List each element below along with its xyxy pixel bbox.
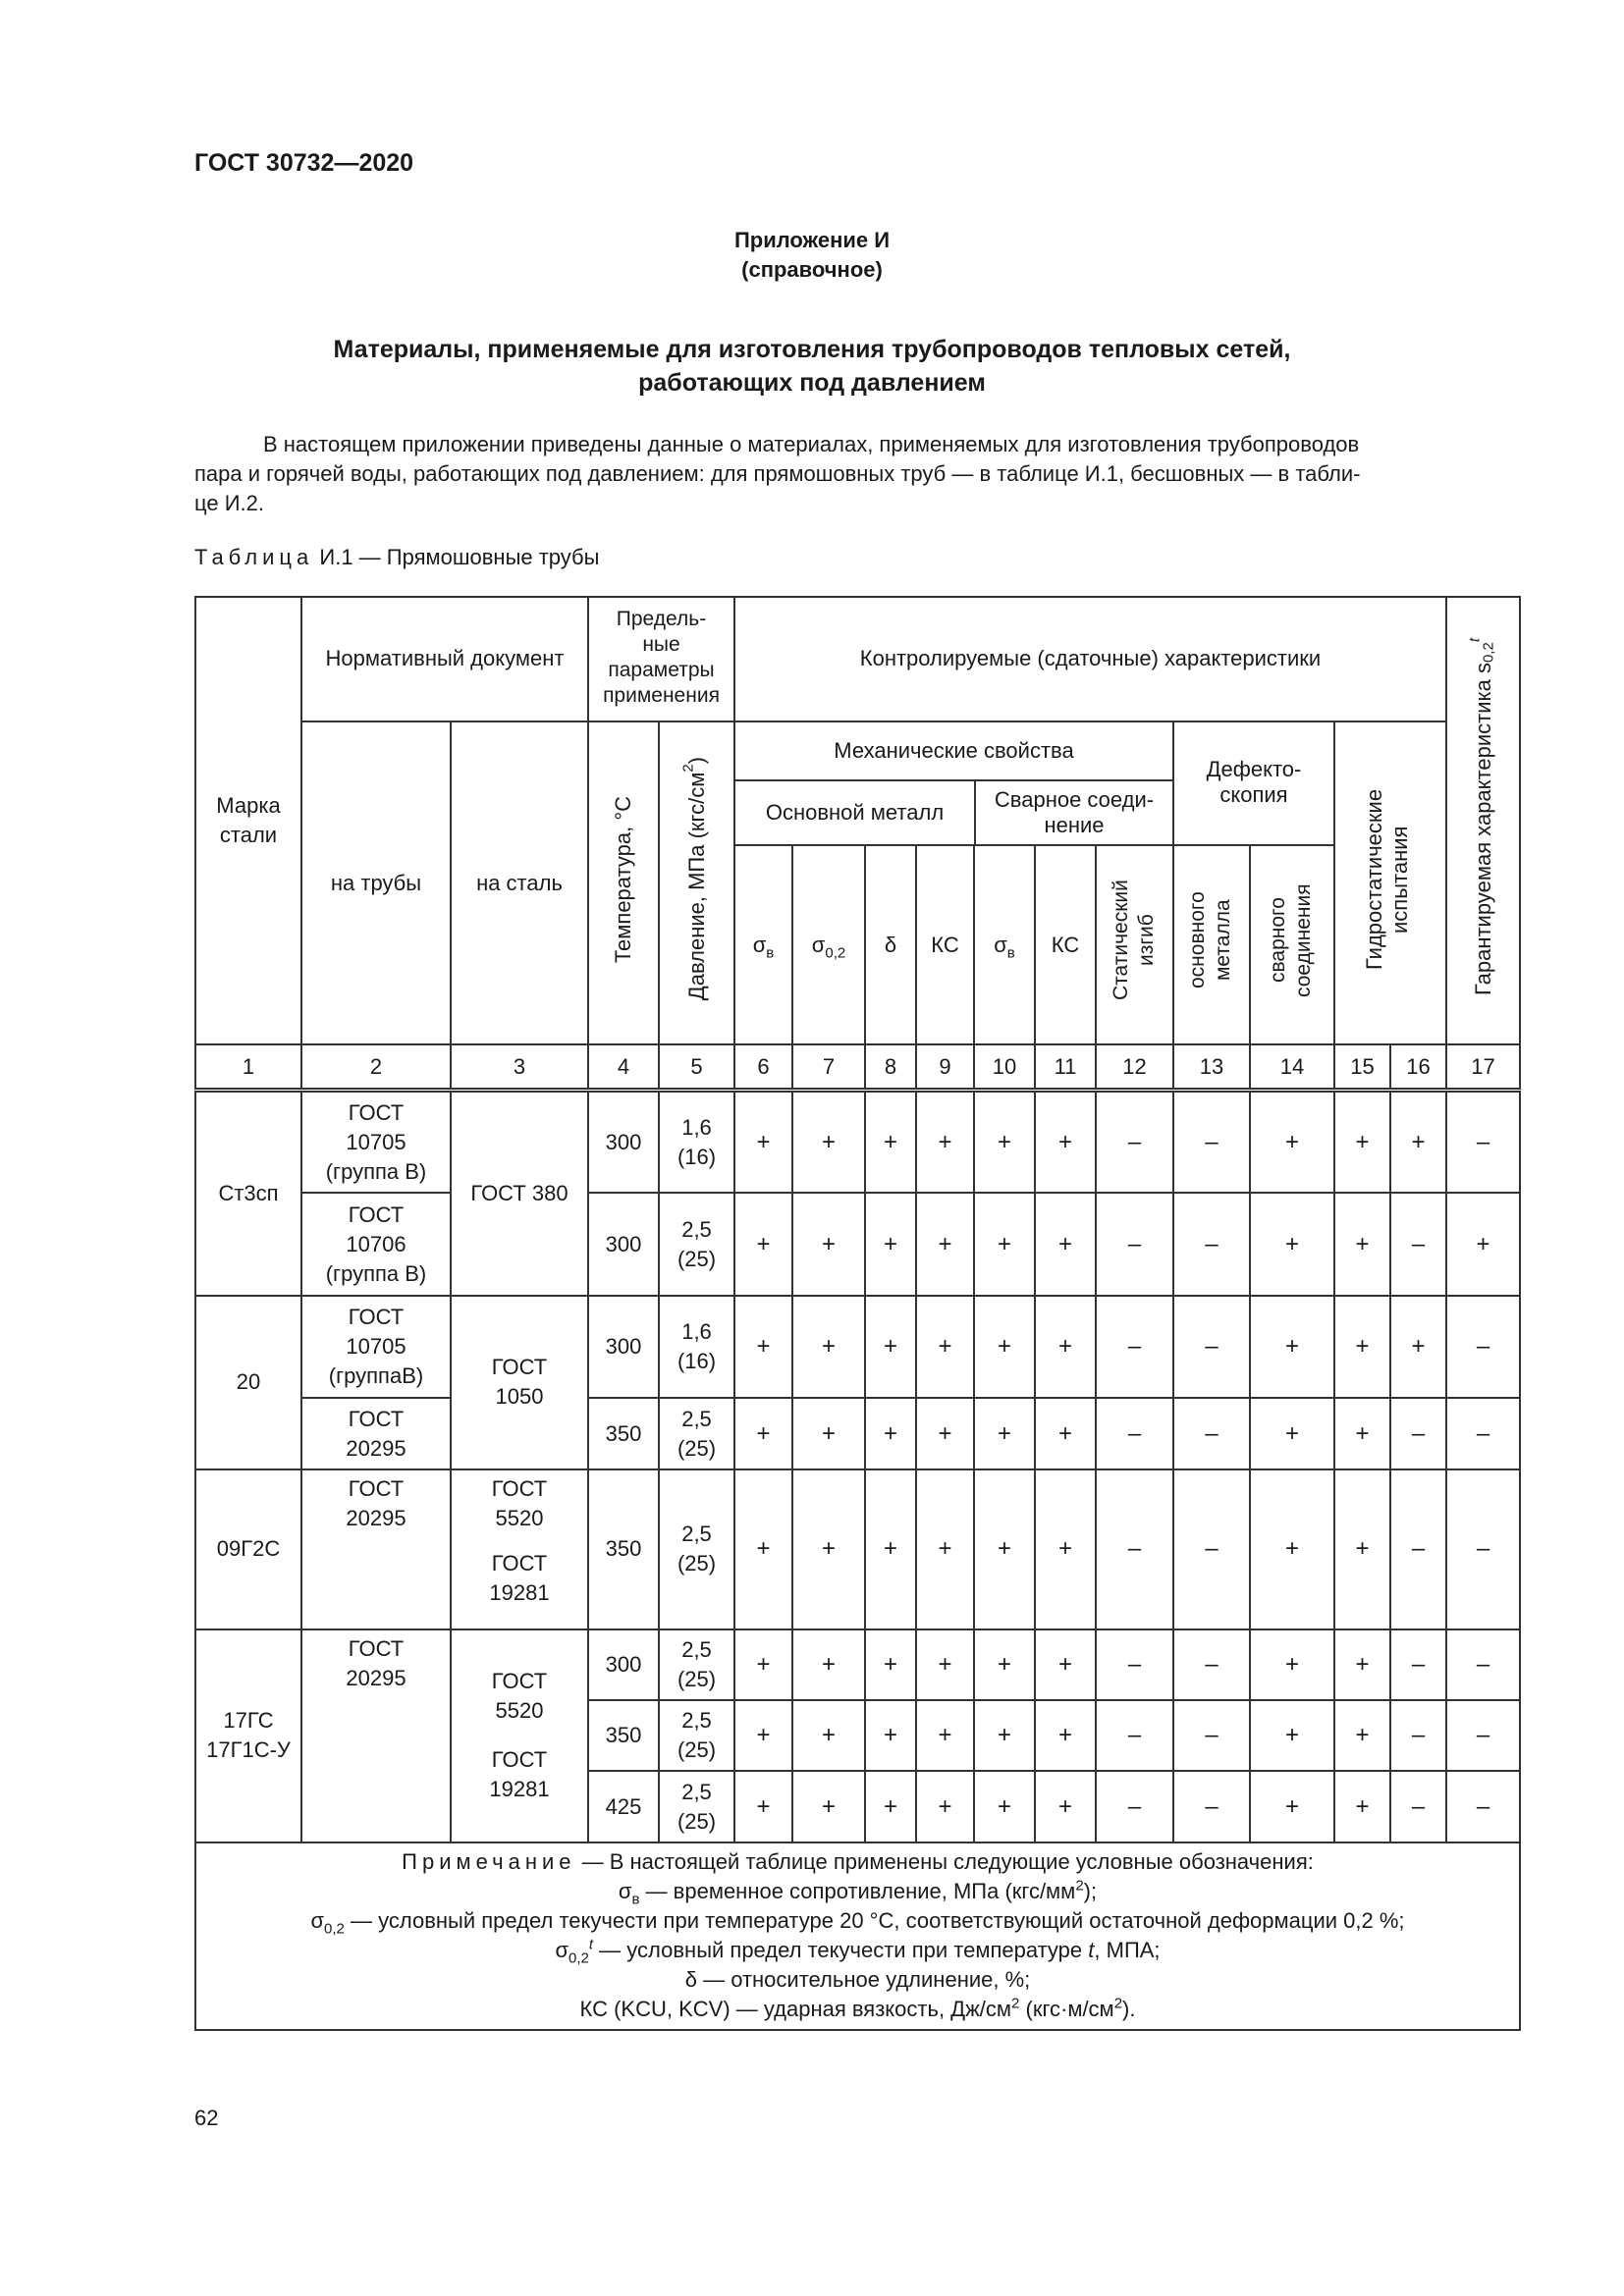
header-norm-doc: Нормативный документ bbox=[301, 597, 588, 721]
pressure-cell: 2,5 (25) bbox=[659, 1629, 734, 1700]
pipe-doc-cell: ГОСТ 10705 (группаВ) bbox=[301, 1296, 451, 1399]
temp-cell: 350 bbox=[588, 1398, 659, 1468]
appendix-title: Приложение И bbox=[733, 228, 891, 252]
mark-cell: + bbox=[1250, 1771, 1334, 1842]
header-controlled: Контролируемые (сдаточные) характеристики bbox=[734, 597, 1446, 721]
mark-cell: + bbox=[792, 1771, 865, 1842]
temp-cell: 300 bbox=[588, 1629, 659, 1700]
mark-cell: + bbox=[1334, 1091, 1390, 1194]
mark-cell: + bbox=[1446, 1193, 1520, 1296]
mark-cell: + bbox=[916, 1629, 974, 1700]
pipe-doc-cell: ГОСТ 10705 (группа В) bbox=[301, 1091, 451, 1194]
mark-cell: + bbox=[974, 1629, 1035, 1700]
pressure-cell: 2,5 (25) bbox=[659, 1771, 734, 1842]
col-number: 14 bbox=[1250, 1044, 1334, 1090]
steel-doc-cell: ГОСТ 5520 ГОСТ 19281 bbox=[451, 1469, 588, 1629]
mark-cell: – bbox=[1096, 1091, 1173, 1194]
temp-cell: 300 bbox=[588, 1193, 659, 1296]
mark-cell: – bbox=[1096, 1629, 1173, 1700]
col-number: 5 bbox=[659, 1044, 734, 1090]
mark-cell: + bbox=[916, 1398, 974, 1468]
col-number: 1 bbox=[195, 1044, 301, 1090]
mark-cell: – bbox=[1173, 1629, 1250, 1700]
mark-cell: + bbox=[1250, 1193, 1334, 1296]
mark-cell: + bbox=[1035, 1700, 1096, 1771]
mark-cell: + bbox=[792, 1091, 865, 1194]
note-line: $\sigma_в$ — временное сопротивление, МПа $(кгс/мм^2)$; bbox=[618, 1878, 1098, 1908]
pipe-doc-cell: ГОСТ 10706 (группа В) bbox=[301, 1193, 451, 1296]
mark-cell: – bbox=[1096, 1771, 1173, 1842]
temp-cell: 350 bbox=[588, 1469, 659, 1629]
steel-doc-cell: ГОСТ 1050 bbox=[451, 1296, 588, 1469]
mark-cell: + bbox=[865, 1771, 916, 1842]
col-number: 8 bbox=[865, 1044, 916, 1090]
mark-cell: – bbox=[1173, 1700, 1250, 1771]
mark-cell: + bbox=[865, 1469, 916, 1629]
temp-cell: 425 bbox=[588, 1771, 659, 1842]
mark-cell: + bbox=[916, 1469, 974, 1629]
mark-cell: – bbox=[1390, 1629, 1446, 1700]
mark-cell: + bbox=[734, 1629, 792, 1700]
mark-cell: + bbox=[916, 1296, 974, 1399]
header-base-metal: Основной металл bbox=[735, 781, 976, 844]
col-number: 11 bbox=[1035, 1044, 1096, 1090]
pipe-doc-cell: ГОСТ 20295 bbox=[301, 1469, 451, 1629]
appendix-subtitle: (справочное) bbox=[741, 257, 883, 282]
mark-cell: – bbox=[1446, 1398, 1520, 1468]
header-steel: на сталь bbox=[451, 721, 588, 1045]
page-number: 62 bbox=[194, 2106, 219, 2130]
col-number: 13 bbox=[1173, 1044, 1250, 1090]
mark-cell: + bbox=[734, 1193, 792, 1296]
header-kc: КС bbox=[916, 845, 974, 1044]
intro-paragraph bbox=[194, 430, 1518, 518]
mark-cell: – bbox=[1390, 1193, 1446, 1296]
mark-cell: + bbox=[792, 1398, 865, 1468]
mark-cell: – bbox=[1446, 1629, 1520, 1700]
header-grade: Марка стали bbox=[195, 597, 301, 1044]
mark-cell: + bbox=[734, 1296, 792, 1399]
appendix-heading-line1: Материалы, применяемые для изготовления трубопроводов тепловых сетей, bbox=[333, 336, 1291, 363]
header-base-metal-defect: основного металла bbox=[1173, 845, 1250, 1044]
col-number: 17 bbox=[1446, 1044, 1520, 1090]
mark-cell: + bbox=[734, 1700, 792, 1771]
table-row bbox=[195, 1398, 1520, 1468]
mark-cell: + bbox=[1334, 1629, 1390, 1700]
mark-cell: – bbox=[1096, 1398, 1173, 1468]
note-line: $\sigma_{0,2}$ — условный предел текучести при температуре 20 °С, соответствующий остаточной деформации 0,2 %; bbox=[310, 1908, 1405, 1938]
table-row bbox=[195, 1469, 1520, 1629]
mark-cell: + bbox=[1250, 1469, 1334, 1629]
mark-cell: + bbox=[1250, 1296, 1334, 1399]
grade-cell: Ст3сп bbox=[195, 1091, 301, 1296]
mark-cell: + bbox=[1390, 1296, 1446, 1399]
mark-cell: – bbox=[1096, 1296, 1173, 1399]
header-weld: Сварное соеди-нение bbox=[994, 787, 1155, 838]
mark-cell: – bbox=[1390, 1771, 1446, 1842]
col-number: 15 bbox=[1334, 1044, 1390, 1090]
mark-cell: + bbox=[1035, 1296, 1096, 1399]
mark-cell: + bbox=[974, 1091, 1035, 1194]
mark-cell: + bbox=[865, 1398, 916, 1468]
mark-cell: – bbox=[1173, 1771, 1250, 1842]
note-line: $\sigma_{0,2}^t$ — условный предел текучести при температуре t, МПА; bbox=[555, 1937, 1161, 1967]
table-note: Примечание — В настоящей таблице применены следующие условные обозначения: $\sigma_в$ — временное сопротивление, МПа $(кгс/мм^2)$; $\sigma_{0,2}$ — условный предел текучести при температуре 20 °С, соответствующий остаточной деформации 0,2 %; $\sigma_{0,2}^t$ — условный предел текучести при температуре t, МПА; δ — относительное удлинение, %; КС (KCU, KCV) — ударная вязкость, $Дж/см^2$ $(кгс\cdot м/см^2)$. bbox=[195, 1842, 1520, 2030]
header-temp: Температура, °С bbox=[588, 721, 659, 1045]
mark-cell: + bbox=[1250, 1091, 1334, 1194]
col-number: 10 bbox=[974, 1044, 1035, 1090]
pressure-cell: 1,6 (16) bbox=[659, 1091, 734, 1194]
document-code: ГОСТ 30732—2020 bbox=[194, 149, 414, 177]
mark-cell: + bbox=[974, 1193, 1035, 1296]
mark-cell: + bbox=[1035, 1469, 1096, 1629]
header-weld-sigma: $\sigma_в$ bbox=[974, 845, 1035, 1044]
table-caption-prefix: Таблица bbox=[194, 545, 314, 569]
table-row bbox=[195, 1091, 1520, 1194]
mark-cell: – bbox=[1096, 1193, 1173, 1296]
header-static-bend: Статический изгиб bbox=[1096, 845, 1173, 1044]
mark-cell: + bbox=[1334, 1398, 1390, 1468]
temp-cell: 350 bbox=[588, 1700, 659, 1771]
mark-cell: + bbox=[792, 1700, 865, 1771]
mark-cell: + bbox=[865, 1193, 916, 1296]
header-sigma-b: $\sigma_в$ bbox=[734, 845, 792, 1044]
mark-cell: – bbox=[1173, 1296, 1250, 1399]
grade-cell: 17ГС 17Г1С-У bbox=[195, 1629, 301, 1842]
mark-cell: + bbox=[974, 1469, 1035, 1629]
mark-cell: + bbox=[865, 1629, 916, 1700]
intro-line2: пара и горячей воды, работающих под давлением: для прямошовных труб — в таблице И.1, бесшовных — в табли- bbox=[194, 461, 1361, 486]
mark-cell: + bbox=[1250, 1700, 1334, 1771]
note-line: КС (KCU, KCV) — ударная вязкость, $Дж/см^2$ $(кгс\cdot м/см^2)$. bbox=[579, 1996, 1136, 2022]
mark-cell: + bbox=[916, 1091, 974, 1194]
mark-cell: + bbox=[1334, 1469, 1390, 1629]
appendix-heading-line2: работающих под давлением bbox=[638, 369, 986, 397]
header-limits: Предель-ные параметры применения bbox=[588, 597, 734, 721]
mark-cell: – bbox=[1173, 1091, 1250, 1194]
header-mech-group bbox=[734, 721, 1173, 846]
mark-cell: + bbox=[1035, 1091, 1096, 1194]
pressure-cell: 2,5 (25) bbox=[659, 1469, 734, 1629]
col-number: 16 bbox=[1390, 1044, 1446, 1090]
mark-cell: + bbox=[1035, 1398, 1096, 1468]
pressure-cell: 2,5 (25) bbox=[659, 1700, 734, 1771]
col-number: 4 bbox=[588, 1044, 659, 1090]
pipe-doc-cell: ГОСТ 20295 bbox=[301, 1398, 451, 1468]
header-pressure: Давление, МПа $(кгс/см^2)$ bbox=[659, 721, 734, 1045]
header-mech: Механические свойства bbox=[735, 722, 1172, 781]
mark-cell: + bbox=[734, 1469, 792, 1629]
mark-cell: + bbox=[974, 1398, 1035, 1468]
pressure-cell: 2,5 (25) bbox=[659, 1398, 734, 1468]
col-number: 9 bbox=[916, 1044, 974, 1090]
mark-cell: + bbox=[1250, 1398, 1334, 1468]
pipe-doc-cell: ГОСТ 20295 bbox=[301, 1629, 451, 1842]
mark-cell: + bbox=[865, 1091, 916, 1194]
header-guaranteed: Гарантируемая характеристика $s_{0,2}^t$ bbox=[1446, 597, 1520, 1044]
mark-cell: – bbox=[1446, 1469, 1520, 1629]
mark-cell: + bbox=[916, 1700, 974, 1771]
table-caption bbox=[194, 545, 599, 570]
mark-cell: – bbox=[1390, 1469, 1446, 1629]
grade-cell: 20 bbox=[195, 1296, 301, 1469]
mark-cell: – bbox=[1096, 1700, 1173, 1771]
header-pipes: на трубы bbox=[301, 721, 451, 1045]
mark-cell: + bbox=[792, 1193, 865, 1296]
mark-cell: + bbox=[1334, 1193, 1390, 1296]
header-hydro: Гидростатические испытания bbox=[1334, 721, 1446, 1045]
pipes-table bbox=[194, 596, 1521, 2031]
table-row bbox=[195, 1629, 1520, 1700]
mark-cell: – bbox=[1446, 1091, 1520, 1194]
col-number: 6 bbox=[734, 1044, 792, 1090]
intro-line1: В настоящем приложении приведены данные о материалах, применяемых для изготовления трубопроводов bbox=[263, 432, 1360, 456]
mark-cell: + bbox=[734, 1398, 792, 1468]
mark-cell: – bbox=[1446, 1296, 1520, 1399]
mark-cell: – bbox=[1446, 1700, 1520, 1771]
col-number: 2 bbox=[301, 1044, 451, 1090]
mark-cell: + bbox=[792, 1469, 865, 1629]
table-row bbox=[195, 1296, 1520, 1399]
header-weld-joint-defect: сварного соединения bbox=[1250, 845, 1334, 1044]
mark-cell: – bbox=[1096, 1469, 1173, 1629]
table-caption-text: И.1 — Прямошовные трубы bbox=[319, 545, 600, 569]
pressure-cell: 1,6 (16) bbox=[659, 1296, 734, 1399]
col-number: 3 bbox=[451, 1044, 588, 1090]
grade-cell: 09Г2С bbox=[195, 1469, 301, 1629]
temp-cell: 300 bbox=[588, 1091, 659, 1194]
steel-doc-cell: ГОСТ 380 bbox=[451, 1091, 588, 1296]
col-number: 7 bbox=[792, 1044, 865, 1090]
col-number: 12 bbox=[1096, 1044, 1173, 1090]
header-defect: Дефекто-скопия bbox=[1173, 721, 1334, 846]
mark-cell: – bbox=[1173, 1398, 1250, 1468]
mark-cell: + bbox=[974, 1700, 1035, 1771]
mark-cell: + bbox=[974, 1771, 1035, 1842]
mark-cell: – bbox=[1390, 1398, 1446, 1468]
mark-cell: + bbox=[1035, 1629, 1096, 1700]
mark-cell: – bbox=[1173, 1469, 1250, 1629]
table-row bbox=[195, 1193, 1520, 1296]
mark-cell: – bbox=[1173, 1193, 1250, 1296]
mark-cell: + bbox=[1334, 1700, 1390, 1771]
mark-cell: + bbox=[865, 1700, 916, 1771]
mark-cell: + bbox=[734, 1091, 792, 1194]
steel-doc-cell: ГОСТ 5520 ГОСТ 19281 bbox=[451, 1629, 588, 1842]
mark-cell: + bbox=[734, 1771, 792, 1842]
header-delta: δ bbox=[865, 845, 916, 1044]
intro-line3: це И.2. bbox=[194, 491, 264, 515]
mark-cell: + bbox=[1390, 1091, 1446, 1194]
mark-cell: + bbox=[1035, 1193, 1096, 1296]
mark-cell: + bbox=[1250, 1629, 1334, 1700]
mark-cell: + bbox=[792, 1296, 865, 1399]
mark-cell: + bbox=[974, 1296, 1035, 1399]
mark-cell: + bbox=[916, 1771, 974, 1842]
note-line: δ — относительное удлинение, %; bbox=[684, 1967, 1031, 1993]
mark-cell: + bbox=[916, 1193, 974, 1296]
mark-cell: + bbox=[1334, 1771, 1390, 1842]
note-label: Примечание bbox=[402, 1849, 576, 1875]
header-weld-kc: КС bbox=[1035, 845, 1096, 1044]
mark-cell: + bbox=[792, 1629, 865, 1700]
mark-cell: – bbox=[1446, 1771, 1520, 1842]
mark-cell: + bbox=[1035, 1771, 1096, 1842]
pressure-cell: 2,5 (25) bbox=[659, 1193, 734, 1296]
temp-cell: 300 bbox=[588, 1296, 659, 1399]
mark-cell: + bbox=[865, 1296, 916, 1399]
mark-cell: + bbox=[1334, 1296, 1390, 1399]
mark-cell: – bbox=[1390, 1700, 1446, 1771]
header-sigma-02: $\sigma_{0,2}$ bbox=[792, 845, 865, 1044]
